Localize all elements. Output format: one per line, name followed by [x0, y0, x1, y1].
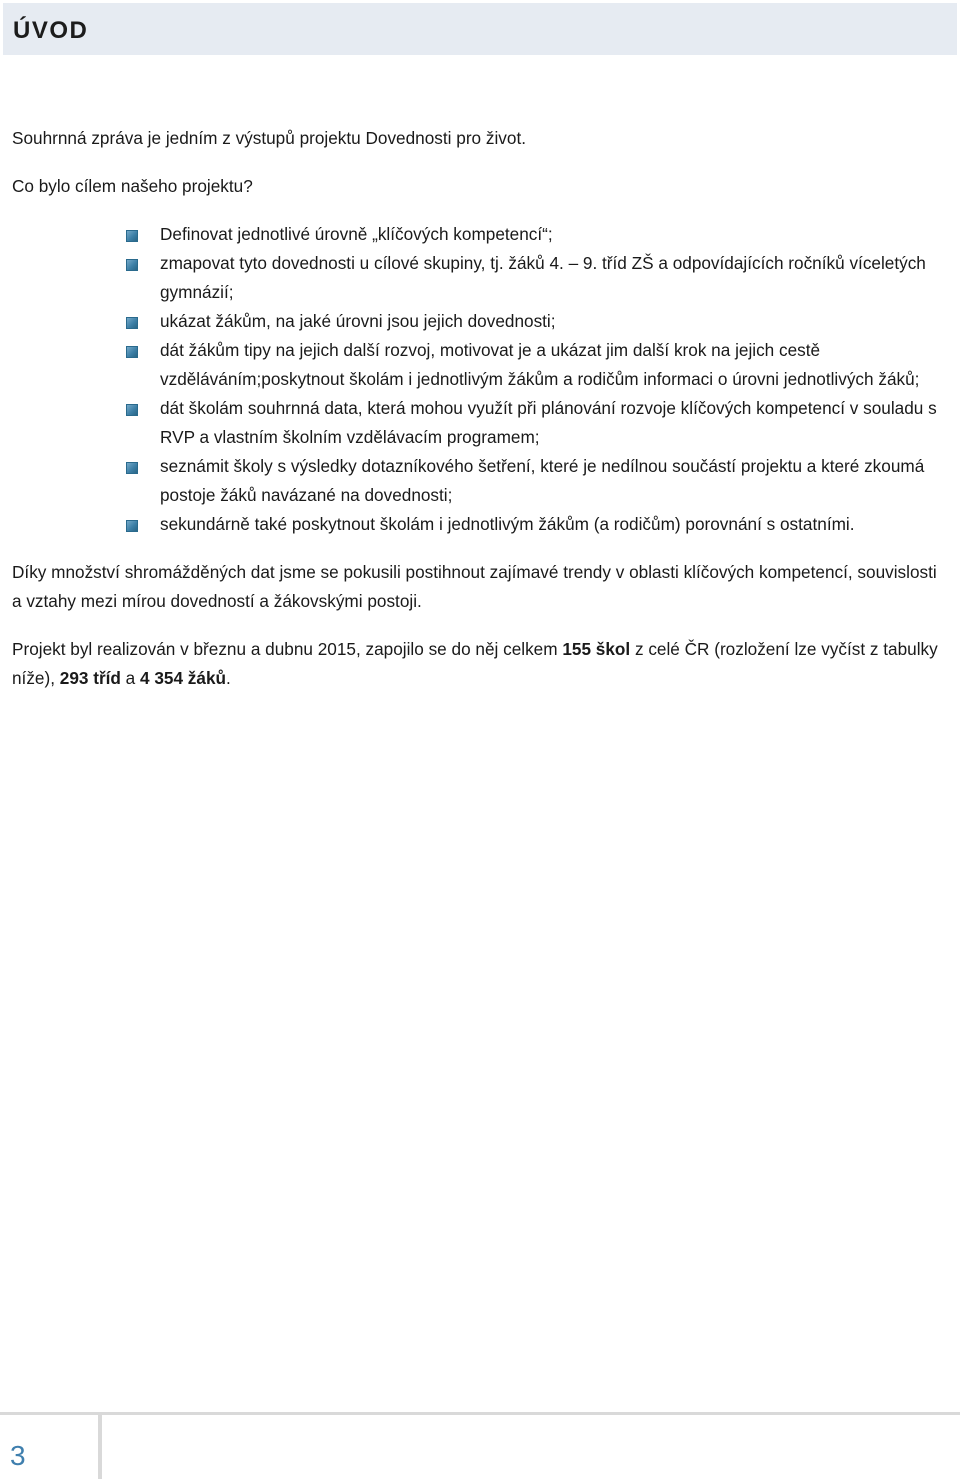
goal-question: Co bylo cílem našeho projektu? — [12, 176, 253, 196]
header-band — [3, 3, 957, 55]
goal-text: sekundárně také poskytnout školám i jednotlivým žákům (a rodičům) porovnání s ostatními. — [160, 514, 855, 534]
list-item — [12, 336, 942, 394]
square-bullet-icon — [126, 520, 138, 532]
scope-text: z celé ČR (rozložení lze vyčíst z tabulky níže), — [12, 639, 938, 688]
goal-text: seznámit školy s výsledky dotazníkového šetření, které je nedílnou součástí projektu a které zkoumá postoje žáků navázané na dovednosti; — [160, 456, 925, 505]
square-bullet-icon — [126, 404, 138, 416]
square-bullet-icon — [126, 317, 138, 329]
square-bullet-icon — [126, 230, 138, 242]
list-item — [12, 307, 942, 336]
pupils-count: 4 354 žáků — [140, 668, 227, 688]
square-bullet-icon — [126, 462, 138, 474]
goals-list — [12, 220, 942, 539]
goal-text: zmapovat tyto dovednosti u cílové skupiny, tj. žáků 4. – 9. tříd ZŠ a odpovídajících ročníků víceletých gymnázií; — [160, 253, 926, 302]
goal-text: dát žákům tipy na jejich další rozvoj, motivovat je a ukázat jim další krok na jejich cestě vzděláváním;poskytnout školám i jednotlivým žákům a rodičům informaci o úrovni jednotlivých žáků; — [160, 340, 920, 389]
square-bullet-icon — [126, 259, 138, 271]
goal-text: ukázat žákům, na jaké úrovni jsou jejich dovednosti; — [160, 311, 556, 331]
intro-paragraph: Souhrnná zpráva je jedním z výstupů projektu Dovednosti pro život. — [12, 128, 526, 148]
list-item — [12, 249, 942, 307]
list-item — [12, 510, 942, 539]
main-content — [12, 124, 942, 712]
square-bullet-icon — [126, 346, 138, 358]
footer-rule — [0, 1412, 960, 1415]
page-title: ÚVOD — [13, 17, 89, 44]
scope-text: Projekt byl realizován v březnu a dubnu 2015, zapojilo se do něj celkem — [12, 639, 563, 659]
footer-divider — [98, 1412, 102, 1479]
list-item — [12, 452, 942, 510]
goal-text: Definovat jednotlivé úrovně „klíčových kompetencí“; — [160, 224, 553, 244]
schools-count: 155 škol — [562, 639, 631, 659]
list-item — [12, 220, 942, 249]
page-number: 3 — [10, 1440, 26, 1471]
goal-text: dát školám souhrnná data, která mohou využít při plánování rozvoje klíčových kompetencí v souladu s RVP a vlastním školním vzdělávacím programem; — [160, 398, 937, 447]
scope-text: a — [120, 668, 141, 688]
scope-text: . — [226, 668, 231, 688]
list-item — [12, 394, 942, 452]
trends-paragraph: Díky množství shromážděných dat jsme se pokusili postihnout zajímavé trendy v oblasti klíčových kompetencí, souvislosti a vztahy mezi mírou dovedností a žákovskými postoji. — [12, 562, 937, 611]
classes-count: 293 tříd — [59, 668, 121, 688]
project-scope-paragraph — [12, 635, 942, 693]
